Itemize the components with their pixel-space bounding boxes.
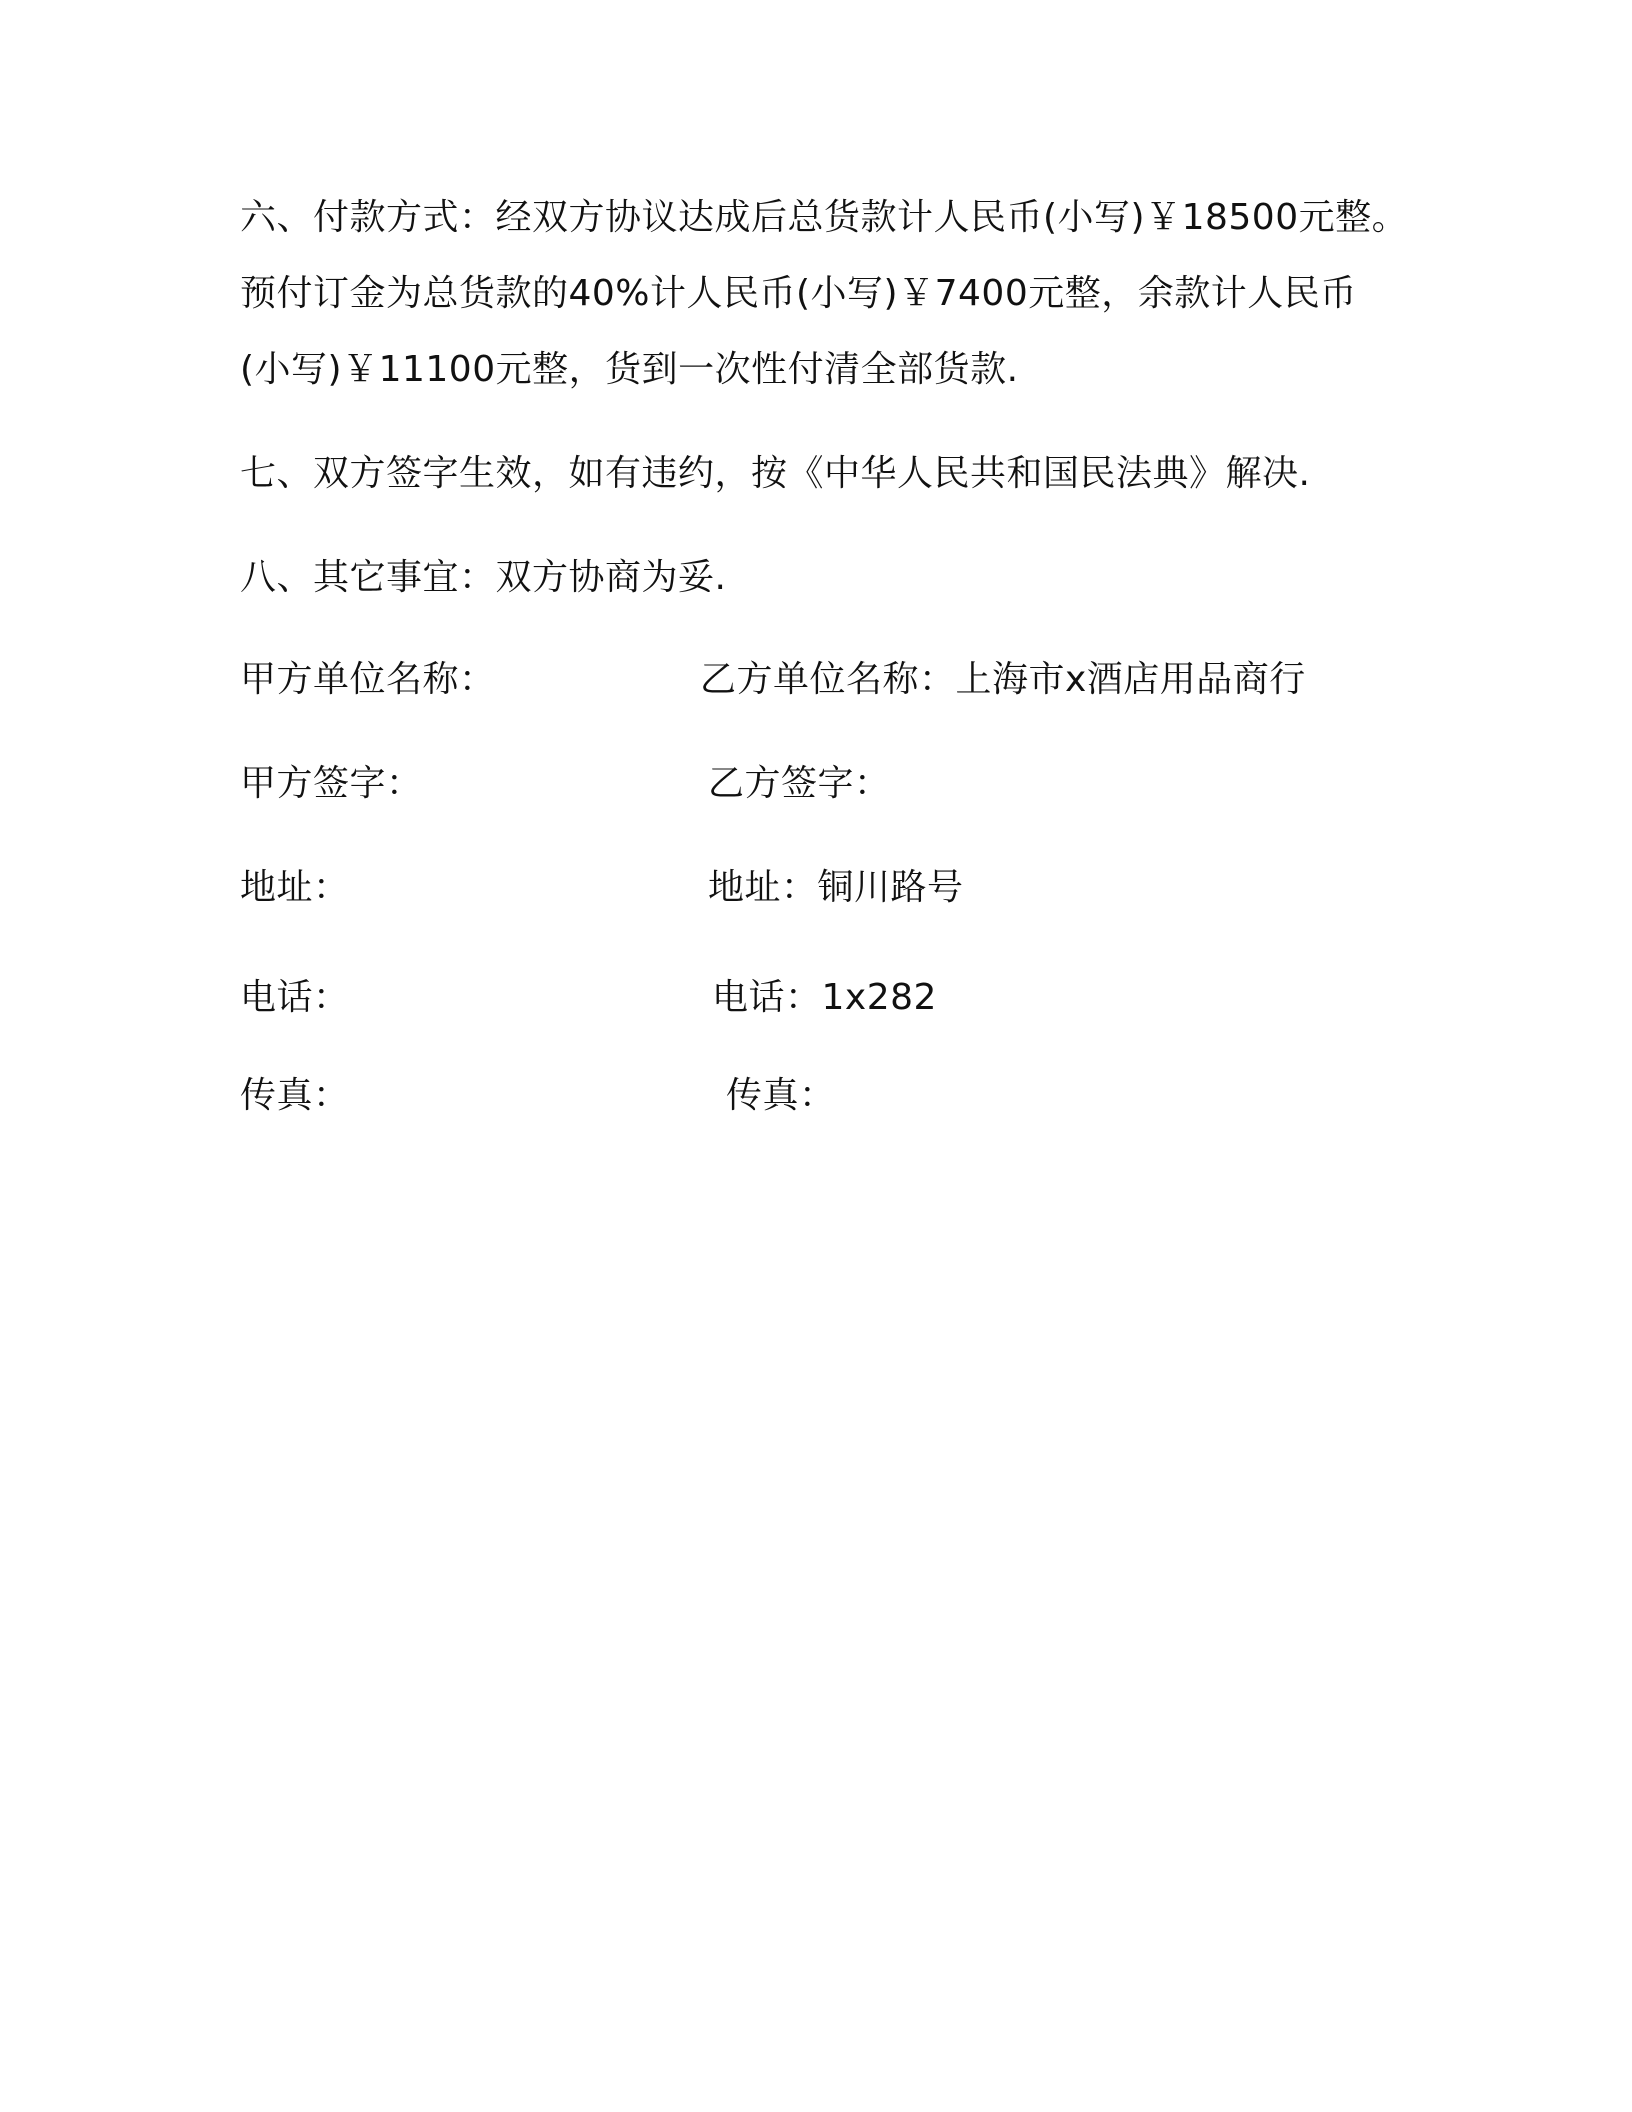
payment-clause-line-1: 六、付款方式：经双方协议达成后总货款计人民币(小写)￥18500元整。 — [240, 197, 1409, 238]
party-b-address-label: 地址：铜川路号 — [708, 867, 964, 908]
payment-clause-line-3: (小写)￥11100元整，货到一次性付清全部货款. — [240, 349, 1019, 390]
party-a-company-label: 甲方单位名称： — [240, 659, 496, 700]
party-b-fax-label: 传真： — [726, 1075, 836, 1116]
party-a-fax-label: 传真： — [240, 1075, 350, 1116]
clause-eight: 八、其它事宜：双方协商为妥. — [240, 557, 727, 598]
party-a-address-label: 地址： — [240, 867, 350, 908]
party-a-phone-label: 电话： — [240, 977, 350, 1018]
party-a-signature-label: 甲方签字： — [240, 763, 423, 804]
party-b-phone-label: 电话：1x282 — [712, 977, 937, 1018]
payment-clause-line-2: 预付订金为总货款的40%计人民币(小写)￥7400元整，余款计人民币 — [240, 273, 1357, 314]
party-b-signature-label: 乙方签字： — [708, 763, 891, 804]
clause-seven: 七、双方签字生效，如有违约，按《中华人民共和国民法典》解决. — [240, 453, 1311, 494]
party-b-company-label: 乙方单位名称：上海市x酒店用品商行 — [700, 659, 1306, 700]
